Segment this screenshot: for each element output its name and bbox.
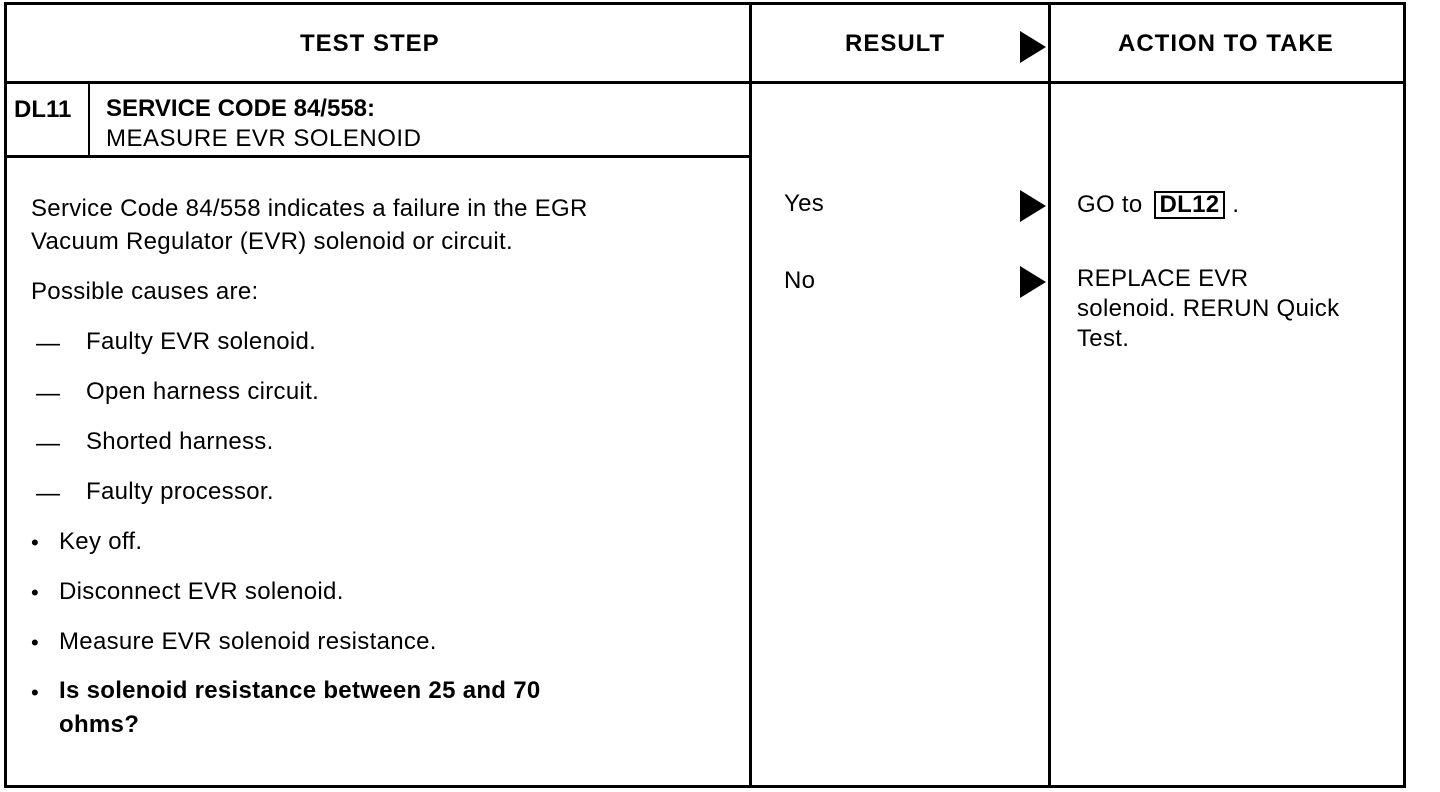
bullet-marker: • [31,680,39,705]
action-yes [1077,188,1239,222]
cause-item: Faulty EVR solenoid. [86,328,317,355]
step-id: DL11 [14,96,72,123]
arrow-right-icon [1020,190,1046,222]
step-item: Key off. [59,528,143,555]
action-no-line-1: REPLACE EVR [1077,265,1249,292]
header-test-step: TEST STEP [300,30,440,57]
column-divider-2 [1048,2,1051,788]
bullet-marker: • [31,530,39,555]
intro-line-2: Vacuum Regulator (EVR) solenoid or circuit. [31,228,513,255]
bullet-marker: • [31,580,39,605]
result-no: No [784,267,816,294]
causes-heading: Possible causes are: [31,278,259,305]
step-subtitle: MEASURE EVR SOLENOID [106,125,422,152]
header-action: ACTION TO TAKE [1118,30,1334,57]
bullet-marker: • [31,630,39,655]
dash-marker: — [36,480,60,507]
step-id-divider [88,83,90,156]
step-reference-dl12[interactable]: DL12 [1154,191,1226,219]
dash-marker: — [36,380,60,407]
dash-marker: — [36,330,60,357]
step-item: Disconnect EVR solenoid. [59,578,344,605]
cause-item: Shorted harness. [86,428,274,455]
question-line-2: ohms? [59,711,140,738]
action-no-line-3: Test. [1077,325,1130,352]
action-no-line-2: solenoid. RERUN Quick [1077,295,1340,322]
step-item: Measure EVR solenoid resistance. [59,628,437,655]
result-yes: Yes [784,190,825,217]
action-yes-prefix: GO to [1077,191,1143,218]
header-result: RESULT [845,30,946,57]
action-yes-suffix: . [1232,191,1240,218]
step-title: SERVICE CODE 84/558: [106,95,376,122]
arrow-right-icon [1020,31,1046,63]
question-line-1: Is solenoid resistance between 25 and 70 [59,677,541,704]
arrow-right-icon [1020,266,1046,298]
cause-item: Faulty processor. [86,478,274,505]
cause-item: Open harness circuit. [86,378,320,405]
intro-line-1: Service Code 84/558 indicates a failure in the EGR [31,195,588,222]
dash-marker: — [36,430,60,457]
